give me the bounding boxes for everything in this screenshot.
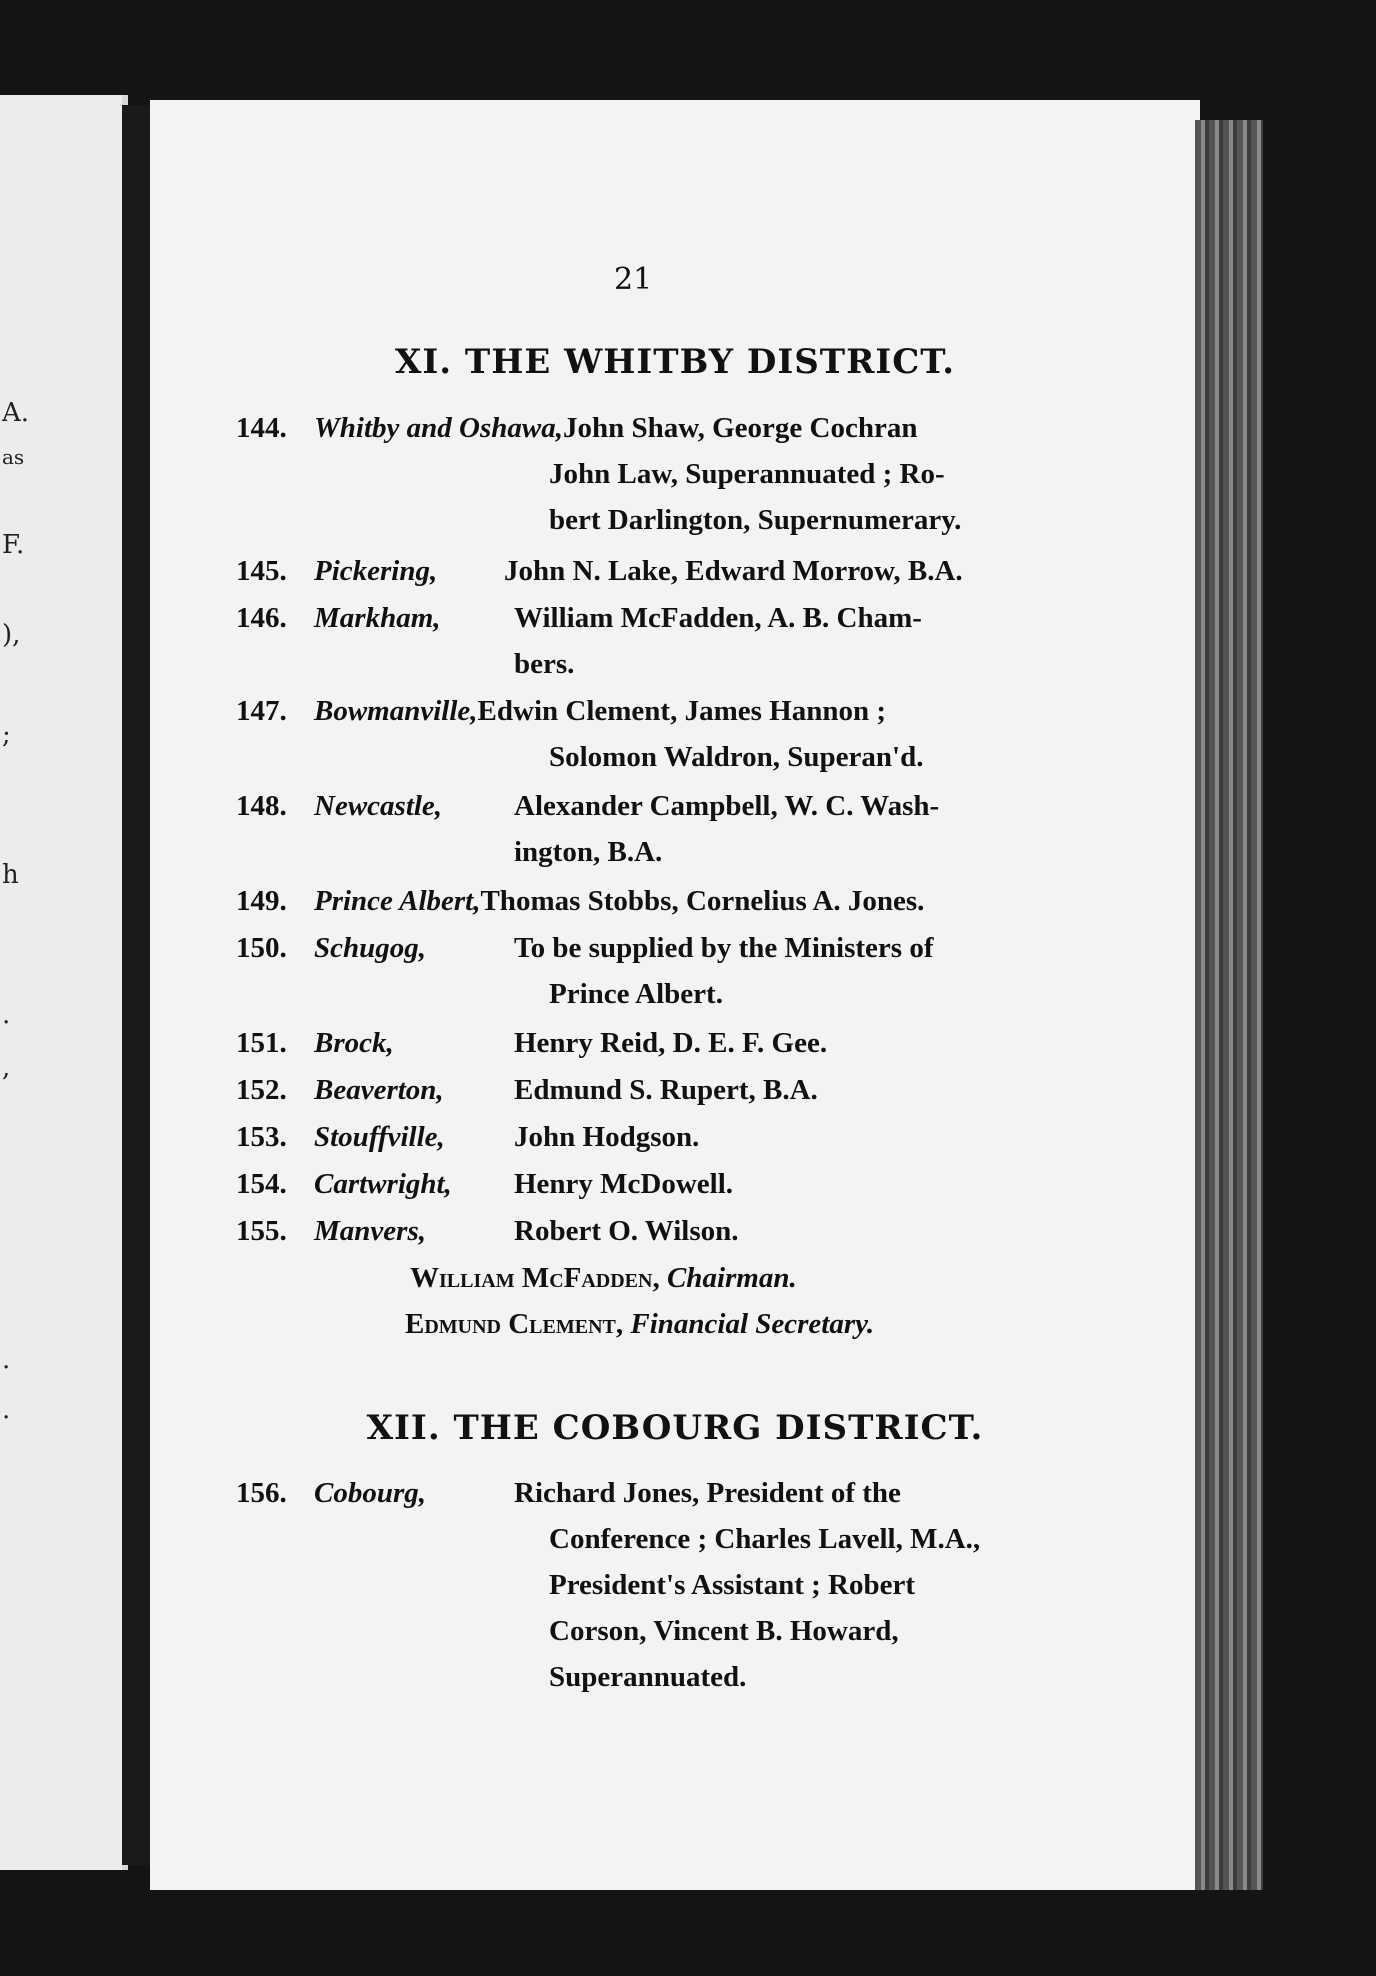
entry-names: Alexander Campbell, W. C. Wash- bbox=[514, 790, 940, 822]
secretary-signature bbox=[405, 1308, 874, 1341]
entry-place: Cartwright, bbox=[314, 1168, 452, 1200]
entry-names: Edmund S. Rupert, B.A. bbox=[514, 1074, 818, 1106]
entry-continuation: Prince Albert. bbox=[549, 978, 723, 1010]
list-item bbox=[236, 783, 1016, 875]
entry-continuation: bert Darlington, Supernumerary. bbox=[549, 504, 962, 536]
list-item bbox=[236, 878, 1016, 924]
entry-place: Cobourg, bbox=[314, 1477, 427, 1509]
secretary-title: Financial Secretary. bbox=[630, 1308, 875, 1340]
list-item bbox=[236, 1114, 1016, 1160]
chairman-signature bbox=[410, 1262, 797, 1295]
left-page-text: ), bbox=[2, 620, 21, 650]
entry-number: 145. bbox=[236, 555, 287, 587]
list-item bbox=[236, 1161, 1016, 1207]
entry-names: John Hodgson. bbox=[514, 1121, 700, 1153]
left-page-text: . bbox=[2, 1000, 11, 1030]
entry-number: 146. bbox=[236, 602, 287, 634]
entry-names: Thomas Stobbs, Cornelius A. Jones. bbox=[480, 885, 925, 917]
entry-names: To be supplied by the Ministers of bbox=[514, 932, 934, 964]
entry-continuation: Corson, Vincent B. Howard, bbox=[549, 1615, 899, 1647]
entry-names: Henry Reid, D. E. F. Gee. bbox=[514, 1027, 828, 1059]
entry-continuation: bers. bbox=[514, 648, 575, 680]
entry-number: 144. bbox=[236, 412, 287, 444]
entry-place: Schugog, bbox=[314, 932, 427, 964]
list-item bbox=[236, 595, 1016, 687]
left-page-text: . bbox=[2, 1345, 11, 1375]
entry-place: Whitby and Oshawa, bbox=[314, 412, 563, 444]
entry-number: 152. bbox=[236, 1074, 287, 1106]
entry-place: Pickering, bbox=[314, 555, 438, 587]
entry-names: Robert O. Wilson. bbox=[514, 1215, 739, 1247]
entry-continuation: President's Assistant ; Robert bbox=[549, 1569, 915, 1601]
entry-number: 150. bbox=[236, 932, 287, 964]
entry-names: John Shaw, George Cochran bbox=[562, 412, 918, 444]
list-item bbox=[236, 548, 1016, 594]
left-page-fragment bbox=[0, 95, 128, 1870]
left-page-text: ; bbox=[2, 720, 11, 750]
list-item bbox=[236, 1020, 1016, 1066]
list-item bbox=[236, 1208, 1016, 1254]
left-page-text: . bbox=[2, 1395, 11, 1425]
list-item bbox=[236, 925, 1016, 1017]
entry-names: John N. Lake, Edward Morrow, B.A. bbox=[504, 555, 963, 587]
entry-place: Brock, bbox=[314, 1027, 394, 1059]
entry-continuation: Superannuated. bbox=[549, 1661, 747, 1693]
entry-names: Henry McDowell. bbox=[514, 1168, 734, 1200]
entry-names: Edwin Clement, James Hannon ; bbox=[477, 695, 886, 727]
page-number: 21 bbox=[614, 262, 653, 297]
entry-continuation: Conference ; Charles Lavell, M.A., bbox=[549, 1523, 981, 1555]
entry-number: 154. bbox=[236, 1168, 287, 1200]
district-heading: XI. THE WHITBY DISTRICT. bbox=[394, 342, 956, 382]
entry-place: Beaverton, bbox=[314, 1074, 444, 1106]
entry-number: 148. bbox=[236, 790, 287, 822]
entry-place: Markham, bbox=[314, 602, 441, 634]
entry-number: 149. bbox=[236, 885, 287, 917]
entry-number: 151. bbox=[236, 1027, 287, 1059]
left-page-text: as bbox=[2, 445, 25, 469]
district-heading: XII. THE COBOURG DISTRICT. bbox=[366, 1408, 984, 1448]
left-page-text: , bbox=[2, 1053, 11, 1083]
left-page-text: F. bbox=[2, 530, 25, 560]
list-item bbox=[236, 405, 1016, 543]
left-page-text: h bbox=[2, 860, 19, 890]
list-item bbox=[236, 688, 1016, 780]
entry-place: Stouffville, bbox=[314, 1121, 445, 1153]
list-item bbox=[236, 1067, 1016, 1113]
entry-place: Newcastle, bbox=[314, 790, 443, 822]
left-page-text: A. bbox=[2, 398, 30, 428]
entry-place: Prince Albert, bbox=[314, 885, 481, 917]
book-gutter bbox=[122, 105, 152, 1865]
entry-place: Manvers, bbox=[314, 1215, 426, 1247]
entry-number: 156. bbox=[236, 1477, 287, 1509]
chairman-name: William McFadden, bbox=[410, 1262, 660, 1294]
entry-number: 153. bbox=[236, 1121, 287, 1153]
entry-number: 155. bbox=[236, 1215, 287, 1247]
entry-continuation: ington, B.A. bbox=[514, 836, 663, 868]
entry-place: Bowmanville, bbox=[314, 695, 478, 727]
secretary-name: Edmund Clement, bbox=[405, 1308, 624, 1340]
entry-names: William McFadden, A. B. Cham- bbox=[514, 602, 922, 634]
entry-number: 147. bbox=[236, 695, 287, 727]
entry-continuation: Solomon Waldron, Superan'd. bbox=[549, 741, 924, 773]
page-edge bbox=[1195, 120, 1263, 1890]
list-item bbox=[236, 1470, 1016, 1700]
entry-continuation: John Law, Superannuated ; Ro- bbox=[549, 458, 945, 490]
chairman-title: Chairman. bbox=[666, 1262, 797, 1294]
entry-names: Richard Jones, President of the bbox=[514, 1477, 901, 1509]
